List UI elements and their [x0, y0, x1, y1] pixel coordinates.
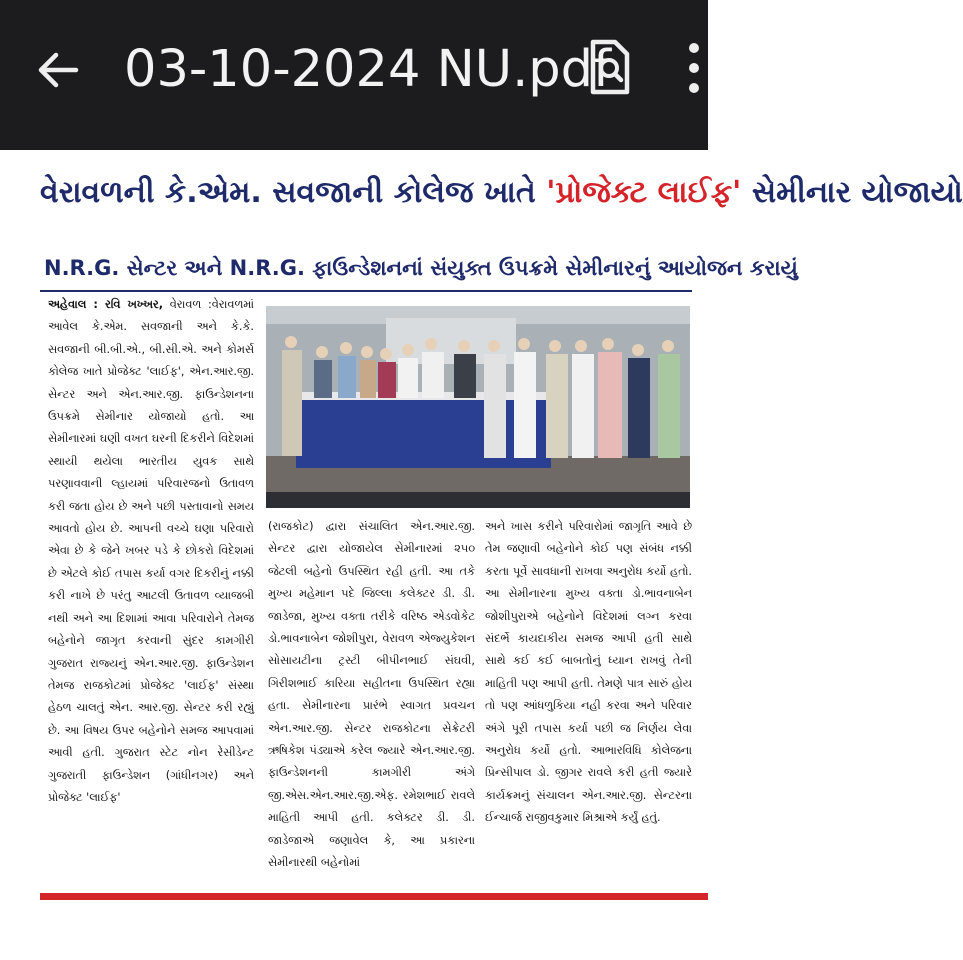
article-column-1 — [48, 294, 254, 809]
event-photo — [266, 306, 690, 508]
column-1-text: વેરાવળ :વેરાવળમાં આવેલ કે.એમ. સવજાની અને કે.કે. સવજાની બી.બી.એ., બી.સી.એ. અને કોમર્સ કોલેજ ખાતે પ્રોજેક્ટ 'લાઈફ', એન.આર.જી. સેન્ટર અને એન.આર.જી. ફાઉન્ડેશનના ઉપક્રમે સેમીનાર યોજાયો હતો. આ સેમીનારમાં ઘણી વખત ઘરની દિકરીને વિદેશમાં સ્થાયી થયેલા ભારતીય યુવક સાથે પરણાવવાની લ્હાયમાં પરિવારજનો ઉતાવળ કરી જતા હોય છે અને પછી પસ્તાવાનો સમય આવતો હોય છે. આપની વચ્ચે ઘણા પરિવારો એવા છે કે જેને ખબર પડે કે છોકરો વિદેશમાં છે એટલે કોઈ તપાસ કર્યા વગર દિકરીનું નક્કી કરી નાખે છે પરંતુ આટલી ઉતાવળ વ્યાજબી નથી અને આ દિશામાં આવા પરિવારોને તેમજ બહેનોને જાગૃત કરવાની સુંદર કામગીરી ગુજરાત રાજ્યનું એન.આર.જી. ફાઉન્ડેશન તેમજ રાજકોટમાં પ્રોજેક્ટ 'લાઈફ' સંસ્થા હેઠળ ચાલતું એન. આર.જી. સેન્ટર કરી રહ્યું છે. આ વિષય ઉપર બહેનોને સમજ આપવામાં આવી હતી. ગુજરાત સ્ટેટ નોન રેસીડેન્ટ ગુજરાતી ફાઉન્ડેશન (ગાંધીનગર) અને પ્રોજેક્ટ 'લાઈફ' — [48, 298, 255, 804]
search-button[interactable] — [585, 38, 633, 96]
page-bottom-rule — [40, 893, 708, 900]
back-button[interactable] — [30, 42, 86, 98]
search-document-icon — [585, 38, 633, 96]
more-options-button[interactable] — [682, 40, 706, 100]
headline-part1: વેરાવળની કે.એમ. સવજાની કોલેજ ખાતે — [40, 175, 547, 210]
article-byline: અહેવાલ : રવિ ખખ્ખર, — [48, 298, 164, 311]
article-column-3: અને ખાસ કરીને પરિવારોમાં જાગૃતિ આવે છે તેમ જણાવી બહેનોને કોઈ પણ સંબંધ નક્કી કરતા પૂર્વે સાવધાની રાખવા અનુરોધ કર્યો હતો. આ સેમીનારના મુખ્ય વક્તા ડો.ભાવનાબેન જોશીપુરાએ બહેનોને વિદેશમાં લગ્ન કરવા સંદર્ભે કાયદાકીય સમજ આપી હતી સાથે સાથે કઈ કઈ બાબતોનું ધ્યાન રાખવું તેની માહિતી પણ આપી હતી. તેમણે પાત્ર સારું હોય તો પણ આંધળુકિયા નહી કરવા અને પરિવાર અંગે પૂરી તપાસ કર્યા પછી જ નિર્ણય લેવા અનુરોધ કર્યો હતો. આભારવિધિ કોલેજના પ્રિન્સીપાલ ડો. જીગર રાવલે કરી હતી જ્યારે કાર્યક્રમનું સંચાલન એન.આર.જી. સેન્ટરના ઈન્ચાર્જ રાજીવકુમાર મિશ્રાએ કર્યું હતું. — [485, 520, 692, 825]
more-vertical-icon — [682, 40, 706, 100]
article-headline — [40, 172, 963, 214]
article-subheadline: N.R.G. સેન્ટર અને N.R.G. ફાઉન્ડેશનનાં સંયુક્ત ઉપક્રમે સેમીનારનું આયોજન કરાયું — [44, 256, 798, 280]
arrow-left-icon — [36, 50, 80, 90]
app-toolbar — [0, 0, 708, 150]
headline-highlight: 'પ્રોજેક્ટ લાઈફ' — [546, 175, 742, 210]
headline-part2: સેમીનાર યોજાયો — [741, 175, 963, 210]
article-column-2: (રાજકોટ) દ્વારા સંચાલિત એન.આર.જી. સેન્ટર દ્વારા યોજાયેલ સેમીનારમાં ૨૫૦ જેટલી બહેનો ઉપસ્થિત રહી હતી. આ તકે મુખ્ય મહેમાન પદે જિલ્લા કલેક્ટર ડી. ડી. જાડેજા, મુખ્ય વક્તા તરીકે વરિષ્ઠ એડવોકેટ ડો.ભાવનાબેન જોશીપુરા, વેરાવળ એજ્યુકેશન સોસાયટીના ટ્રસ્ટી બીપીનભાઈ સંઘવી, ગિરીશભાઈ કારિયા સહીતના ઉપસ્થિત રહ્યા હતા. સેમીનારના પ્રારંભે સ્વાગત પ્રવચન એન.આર.જી. સેન્ટર રાજકોટના સેક્રેટરી ઋષિકેશ પંડ્યાએ કરેલ જ્યારે એન.આર.જી. ફાઉન્ડેશનની કામગીરી અંગે જી.એસ.એન.આર.જી.એફ. રમેશભાઈ રાવલે માહિતી આપી હતી. કલેક્ટર ડી. ડી. જાડેજાએ જણાવેલ કે, આ પ્રકારના સેમીનારથી બહેનોમાં — [268, 520, 475, 870]
document-title: 03-10-2024 NU.pdf — [124, 40, 611, 99]
headline-divider — [40, 290, 692, 292]
